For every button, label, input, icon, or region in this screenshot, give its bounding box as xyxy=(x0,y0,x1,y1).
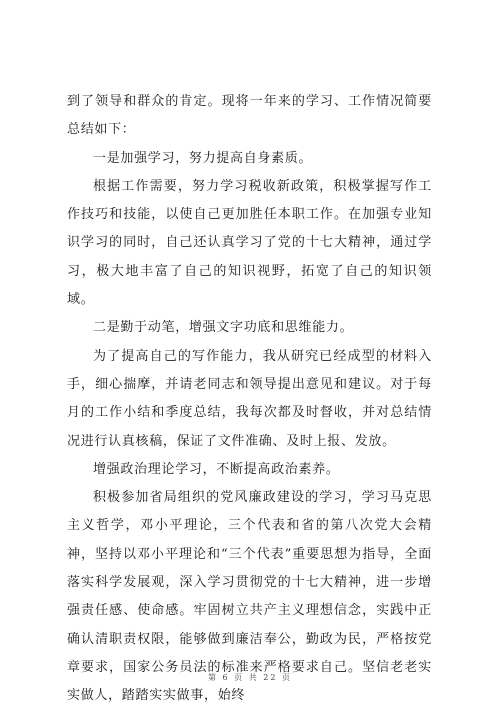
paragraph-4: 二是勤于动笔，增强文字功底和思维能力。 xyxy=(93,320,354,336)
page-number-footer: 第 6 页 共 22 页 xyxy=(208,673,292,682)
paragraph-3: 根据工作需要，努力学习税收新政策，积极掌握写作工作技巧和技能，以使自己更加胜任本职工作。在加强专业知识学习的同时，自己还认真学习了党的十七大精神，通过学习，极大地丰富了自己的知识视野，拓宽了自己的知识领域。 xyxy=(67,178,432,308)
paragraph-1: 到了领导和群众的肯定。现将一年来的学习、工作情况简要总结如下： xyxy=(67,94,432,138)
paragraph-7: 积极参加省局组织的党风廉政建设的学习，学习马克思主义哲学，邓小平理论，三个代表和省的第八次党大会精神，坚持以邓小平理论和“三个代表”重要思想为指导，全面落实科学发展观，深入学习贯彻党的十七大精神，进一步增强责任感、使命感。牢固树立共产主义理想信念，实践中正确认清职责权限，能够做到廉洁奉公，勤政为民，严格按党章要求，国家公务员法的标准来严格要求自己。坚信老老实实做人，踏踏实实做事，始终 xyxy=(67,490,432,704)
paragraph-2: 一是加强学习，努力提高自身素质。 xyxy=(93,150,313,166)
document-body xyxy=(67,88,432,711)
paragraph-6: 增强政治理论学习，不断提高政治素养。 xyxy=(93,461,340,477)
paragraph-5: 为了提高自己的写作能力，我从研究已经成型的材料入手，细心揣摩，并请老同志和领导提出意见和建议。对于每月的工作小结和季度总结，我每次都及时督收，并对总结情况进行认真核稿，保证了文件准确、及时上报、发放。 xyxy=(67,348,432,449)
